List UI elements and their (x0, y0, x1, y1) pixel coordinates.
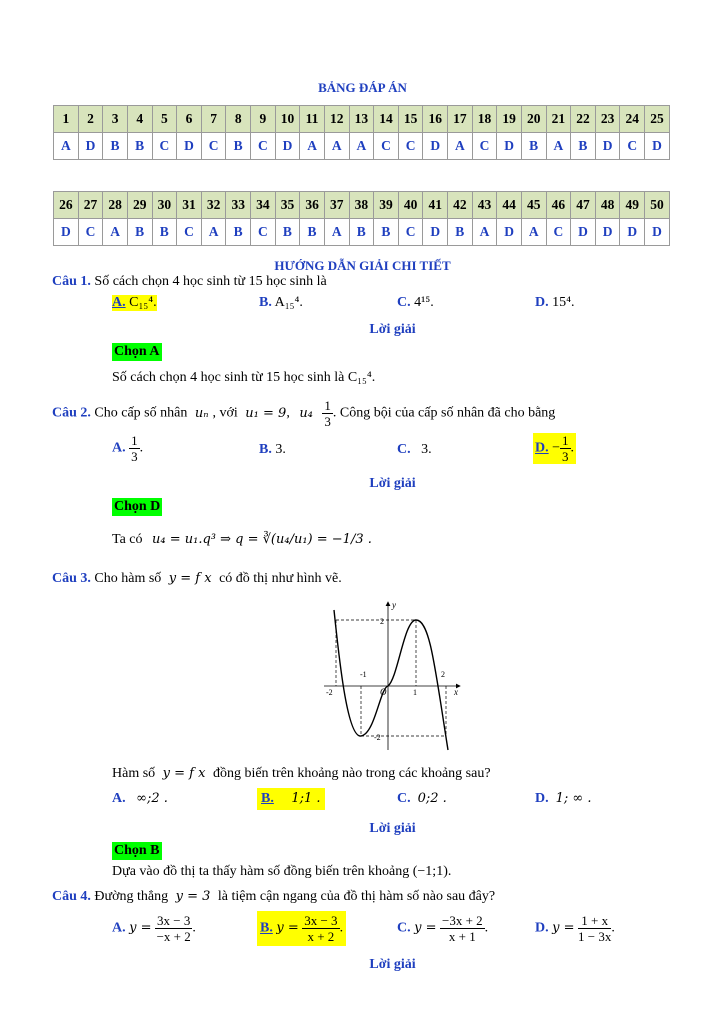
question-number-cell: 32 (201, 192, 226, 219)
answer-cell: A (472, 219, 497, 246)
question-number-cell: 9 (251, 106, 276, 133)
question-number-cell: 4 (127, 106, 152, 133)
q3-ask: Hàm số y = f x đồng biến trên khoảng nào trong các khoảng sau? (112, 766, 491, 781)
question-4: Câu 4. Đường thẳng y = 3 là tiệm cận ngang của đồ thị hàm số nào sau đây? (52, 889, 496, 904)
question-number-cell: 48 (595, 192, 620, 219)
answer-cell: D (177, 133, 202, 160)
q1-option-d[interactable]: D. 15⁴. (535, 295, 575, 310)
q2-chosen-answer: Chọn D (114, 499, 161, 514)
question-number-cell: 34 (251, 192, 276, 219)
question-2: Câu 2. Cho cấp số nhân uₙ , với u₁ = 9, u₄ $\frac{1}{3}$ . Công bội của cấp số nhân đã cho bằng (52, 398, 556, 429)
answer-cell: C (546, 219, 571, 246)
answer-cell: C (398, 219, 423, 246)
tick-label: 2 (380, 617, 384, 626)
question-4-label: Câu 4. (52, 889, 91, 904)
q3-graph (320, 598, 470, 758)
question-number-cell: 18 (472, 106, 497, 133)
answer-cell: D (595, 133, 620, 160)
answer-cell: D (54, 219, 79, 246)
question-number-cell: 50 (645, 192, 670, 219)
answer-cell: A (324, 133, 349, 160)
tick-label: 2 (441, 670, 445, 679)
q1-option-c[interactable]: C. 4¹⁵. (397, 295, 434, 310)
question-number-cell: 47 (571, 192, 596, 219)
x-axis-label: x (454, 687, 458, 697)
question-number-cell: 16 (423, 106, 448, 133)
answer-cell: B (226, 133, 251, 160)
q3-chosen-answer: Chọn B (114, 843, 160, 858)
answer-cell: C (201, 133, 226, 160)
question-number-cell: 10 (275, 106, 300, 133)
tick-label: -1 (360, 670, 367, 679)
q2-explanation-math: u₄ = u₁.q³ ⇒ q = ∛(u₄/u₁) = −1/3 . (152, 532, 372, 547)
answer-cell: B (448, 219, 473, 246)
answer-cell: B (300, 219, 325, 246)
y-axis-label: y (392, 600, 396, 610)
answer-cell: A (521, 219, 546, 246)
answer-cell: D (497, 219, 522, 246)
q4-solution-heading: Lời giải (369, 957, 416, 972)
q4-option-a[interactable]: A. y = $\frac{3x - 3}{-x + 2}$ . (112, 913, 196, 944)
answer-cell: C (78, 219, 103, 246)
question-number-cell: 42 (448, 192, 473, 219)
answer-cell: C (472, 133, 497, 160)
answer-cell: A (103, 219, 128, 246)
q2-fraction: $\frac{1}{3}$ (324, 398, 331, 429)
question-number-cell: 27 (78, 192, 103, 219)
question-number-cell: 28 (103, 192, 128, 219)
question-number-cell: 43 (472, 192, 497, 219)
question-number-cell: 41 (423, 192, 448, 219)
question-number-cell: 39 (374, 192, 399, 219)
question-number-cell: 1 (54, 106, 79, 133)
q3-solution-heading: Lời giải (369, 821, 416, 836)
answer-cell: C (177, 219, 202, 246)
question-number-cell: 22 (571, 106, 596, 133)
question-number-cell: 25 (645, 106, 670, 133)
solution-title: HƯỚNG DẪN GIẢI CHI TIẾT (274, 258, 451, 273)
q3-options (112, 791, 672, 815)
answer-cell: A (448, 133, 473, 160)
question-3: Câu 3. Cho hàm số y = f x có đồ thị như hình vẽ. (52, 571, 342, 586)
answer-cell: D (620, 219, 645, 246)
answer-cell: D (571, 219, 596, 246)
q2-option-b[interactable]: B. 3. (259, 442, 286, 457)
q2-option-a[interactable]: A. $\frac{1}{3}$ . (112, 433, 144, 464)
question-number-cell: 38 (349, 192, 374, 219)
q3-option-c[interactable]: C. 0;2 . (397, 791, 447, 806)
question-number-cell: 44 (497, 192, 522, 219)
q1-explanation: Số cách chọn 4 học sinh từ 15 học sinh là C₁₅⁴. (112, 370, 376, 385)
question-number-cell: 13 (349, 106, 374, 133)
q3-function: y = f x (168, 571, 212, 586)
answer-cell: B (349, 219, 374, 246)
question-number-cell: 8 (226, 106, 251, 133)
q2-options (112, 433, 672, 473)
function-curve (334, 610, 448, 750)
answer-cell: C (152, 133, 177, 160)
question-number-cell: 33 (226, 192, 251, 219)
question-number-cell: 17 (448, 106, 473, 133)
answer-cell: D (595, 219, 620, 246)
q4-option-c[interactable]: C. y = $\frac{-3x + 2}{x + 1}$ . (397, 913, 489, 944)
answer-cell: C (251, 133, 276, 160)
q1-option-a[interactable]: A. C₁₅⁴. (112, 295, 157, 310)
q2-sequence: uₙ (194, 405, 209, 421)
question-number-cell: 30 (152, 192, 177, 219)
question-number-cell: 3 (103, 106, 128, 133)
question-1-label: Câu 1. (52, 274, 91, 289)
question-number-cell: 49 (620, 192, 645, 219)
answer-cell: B (152, 219, 177, 246)
question-number-cell: 24 (620, 106, 645, 133)
answer-table-2 (53, 191, 670, 246)
question-number-cell: 19 (497, 106, 522, 133)
answer-cell: C (251, 219, 276, 246)
q3-option-b[interactable]: B. 1;1 . (257, 788, 325, 810)
answer-cell: B (226, 219, 251, 246)
q2-option-c[interactable]: C. 3. (397, 442, 432, 457)
tick-label: -2 (374, 733, 381, 742)
question-number-cell: 45 (521, 192, 546, 219)
question-1-text: Số cách chọn 4 học sinh từ 15 học sinh là (94, 274, 327, 289)
q1-solution-heading: Lời giải (369, 322, 416, 337)
question-number-cell: 37 (324, 192, 349, 219)
answer-cell: A (349, 133, 374, 160)
answer-cell: A (201, 219, 226, 246)
question-number-cell: 6 (177, 106, 202, 133)
answer-cell: B (571, 133, 596, 160)
answer-table-title: BẢNG ĐÁP ÁN (318, 80, 407, 95)
question-number-cell: 31 (177, 192, 202, 219)
question-number-cell: 23 (595, 106, 620, 133)
q3-option-d[interactable]: D. 1; ∞ . (535, 791, 592, 806)
answer-cell: C (620, 133, 645, 160)
answer-cell: A (54, 133, 79, 160)
question-number-cell: 14 (374, 106, 399, 133)
answer-cell: A (324, 219, 349, 246)
question-3-label: Câu 3. (52, 571, 91, 586)
answer-cell: B (275, 219, 300, 246)
question-number-cell: 5 (152, 106, 177, 133)
q4-option-d[interactable]: D. y = $\frac{1 + x}{1 - 3x}$ . (535, 913, 615, 944)
question-number-cell: 15 (398, 106, 423, 133)
answer-cell: D (497, 133, 522, 160)
answer-cell: C (374, 133, 399, 160)
answer-cell: D (645, 219, 670, 246)
q4-option-b[interactable]: B. y = $\frac{3x - 3}{x + 2}$ . (257, 911, 346, 946)
answer-cell: A (546, 133, 571, 160)
tick-label: -2 (326, 688, 333, 697)
answer-cell: D (423, 133, 448, 160)
q3-option-a[interactable]: A. ∞;2 . (112, 791, 168, 806)
question-number-cell: 2 (78, 106, 103, 133)
q2-option-d[interactable]: D. − $\frac{1}{3}$ . (535, 433, 575, 464)
question-number-cell: 26 (54, 192, 79, 219)
tick-label: 1 (413, 688, 417, 697)
q2-solution-heading: Lời giải (369, 476, 416, 491)
question-number-cell: 20 (521, 106, 546, 133)
answer-cell: B (374, 219, 399, 246)
question-number-cell: 7 (201, 106, 226, 133)
answer-cell: D (423, 219, 448, 246)
answer-cell: B (521, 133, 546, 160)
question-2-label: Câu 2. (52, 405, 91, 421)
question-number-cell: 46 (546, 192, 571, 219)
answer-cell: D (275, 133, 300, 160)
question-number-cell: 35 (275, 192, 300, 219)
q1-chosen-answer: Chọn A (114, 344, 160, 359)
origin-label: O (380, 687, 387, 697)
q1-option-b[interactable]: B. A₁₅⁴. (259, 295, 303, 310)
question-number-cell: 40 (398, 192, 423, 219)
answer-table-1 (53, 105, 670, 160)
question-number-cell: 36 (300, 192, 325, 219)
answer-cell: B (127, 133, 152, 160)
answer-cell: B (103, 133, 128, 160)
question-number-cell: 29 (127, 192, 152, 219)
q4-asymptote: y = 3 (175, 889, 211, 904)
answer-cell: D (78, 133, 103, 160)
answer-cell: B (127, 219, 152, 246)
q2-explanation: Ta có u₄ = u₁.q³ ⇒ q = ∛(u₄/u₁) = −1/3 . (112, 532, 372, 547)
answer-cell: A (300, 133, 325, 160)
q3-explanation: Dựa vào đồ thị ta thấy hàm số đồng biến trên khoảng (−1;1). (112, 864, 452, 879)
question-number-cell: 11 (300, 106, 325, 133)
answer-cell: D (645, 133, 670, 160)
question-number-cell: 12 (324, 106, 349, 133)
answer-cell: C (398, 133, 423, 160)
question-number-cell: 21 (546, 106, 571, 133)
q4-options (112, 911, 672, 955)
question-1 (52, 274, 327, 290)
